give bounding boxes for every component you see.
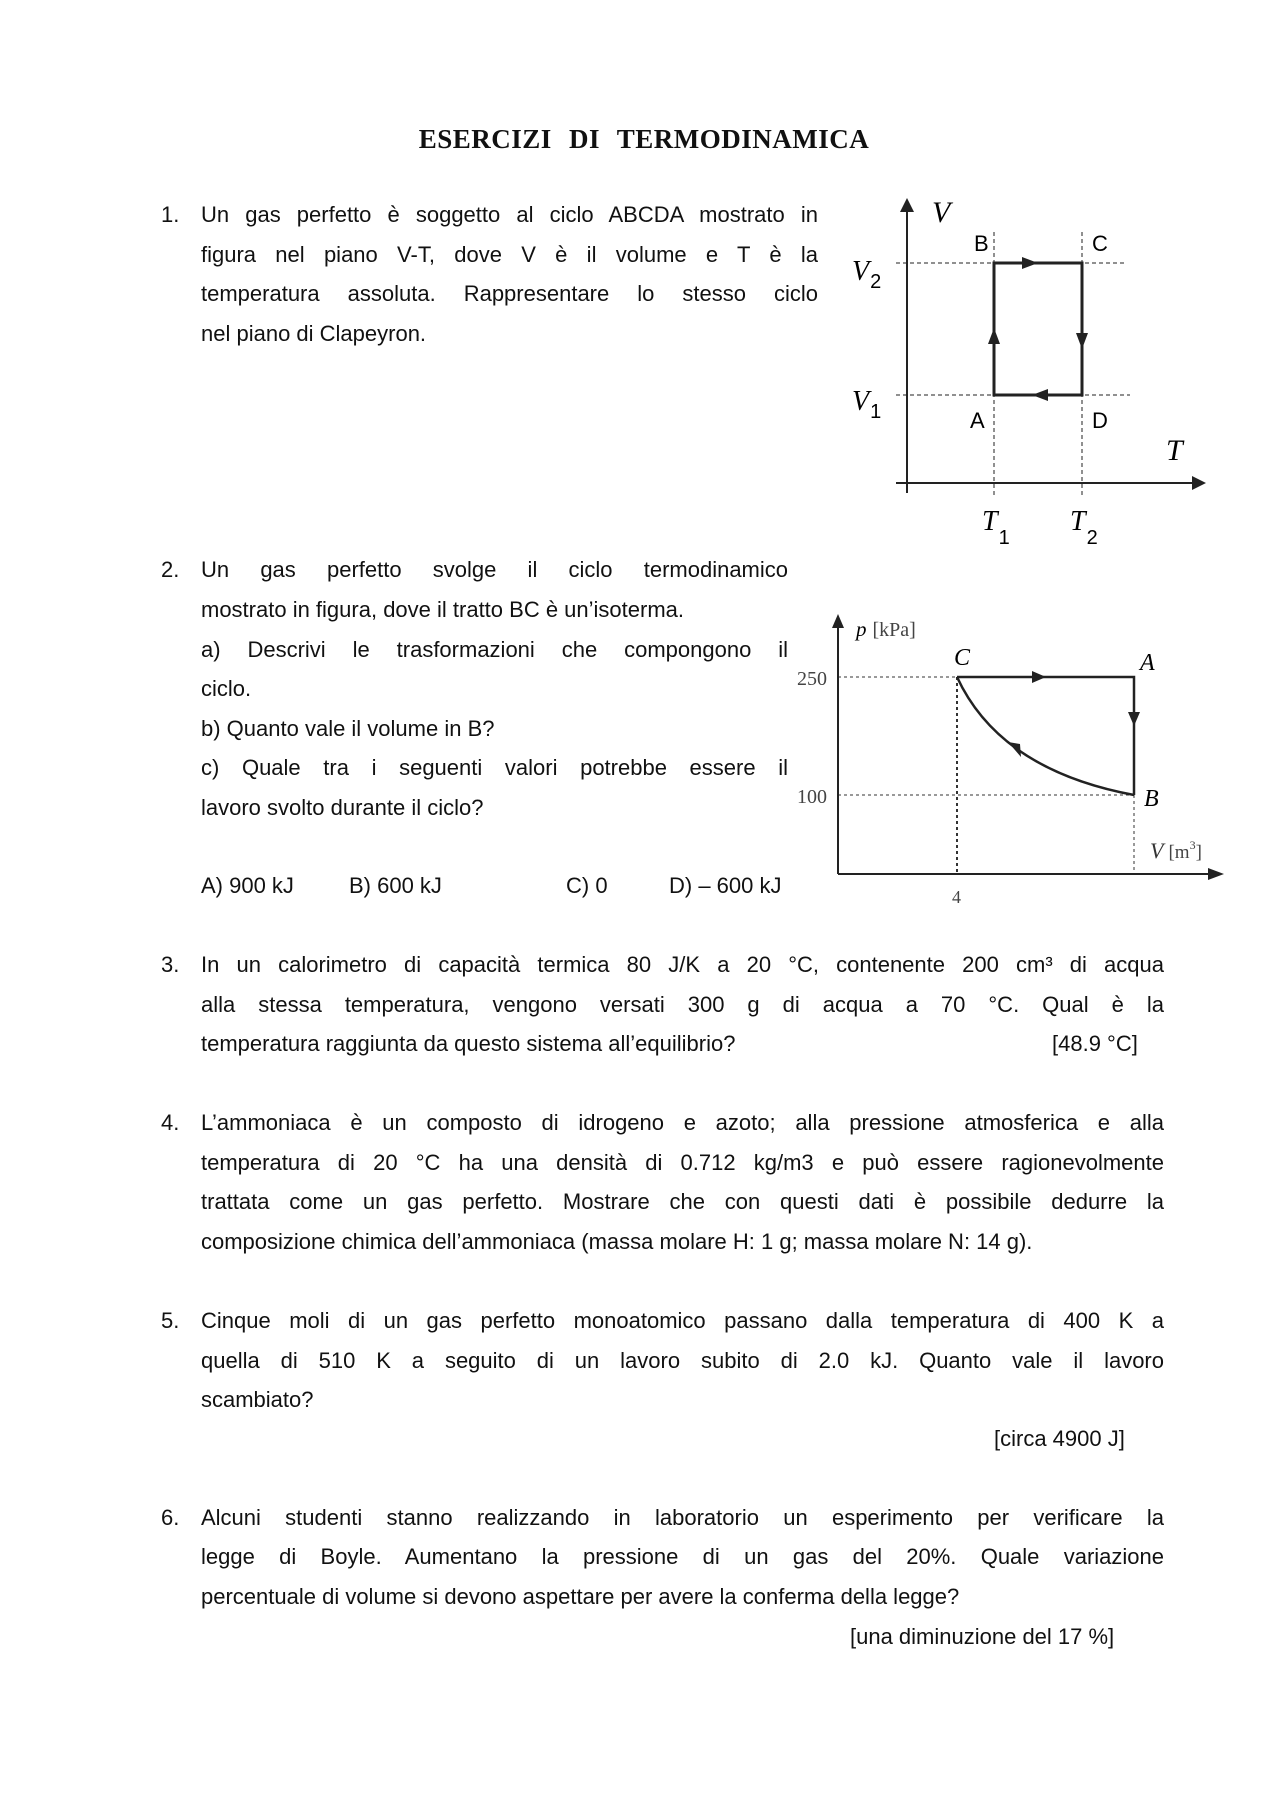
guide-lines	[838, 677, 1134, 874]
direction-arrow	[988, 328, 1000, 344]
exercise-answer: [una diminuzione del 17 %]	[850, 1624, 1115, 1649]
guide-lines	[896, 232, 1130, 495]
t-axis-arrow	[1192, 476, 1206, 490]
exercise-text-line: b) Quanto vale il volume in B?	[201, 716, 495, 741]
v-axis-arrow	[900, 198, 914, 212]
direction-arrow	[1128, 712, 1140, 726]
answer-option: A) 900 kJ	[201, 873, 294, 898]
exercise-number: 6.	[161, 1505, 180, 1530]
direction-arrow	[1022, 257, 1038, 269]
point-d-label: D	[1092, 408, 1108, 433]
exercise-text-line: Un gas perfetto è soggetto al ciclo ABCDA mostrato in	[201, 202, 818, 227]
point-c-label: C	[1092, 231, 1108, 256]
exercise-text-line: figura nel piano V-T, dove V è il volume e T è la	[201, 242, 818, 267]
exercise-number: 4.	[161, 1110, 180, 1135]
exercise-number: 2.	[161, 557, 180, 582]
exercise-text-line: Un gas perfetto svolge il ciclo termodinamico	[201, 557, 788, 582]
exercise-text-line: temperatura di 20 °C ha una densità di 0.712 kg/m3 e può essere ragionevolmente	[201, 1150, 1164, 1175]
exercise-text-line: c) Quale tra i seguenti valori potrebbe essere il	[201, 755, 788, 780]
pv-diagram	[780, 600, 1260, 920]
exercise-text-line: In un calorimetro di capacità termica 80 J/K a 20 °C, contenente 200 cm³ di acqua	[201, 952, 1164, 977]
v-axis-label: V $[m^3]$	[1150, 838, 1202, 863]
exercise-text-line: temperatura assoluta. Rappresentare lo stesso ciclo	[201, 281, 818, 306]
exercise-number: 1.	[161, 202, 180, 227]
exercise-text-line: L’ammoniaca è un composto di idrogeno e azoto; alla pressione atmosferica e alla	[201, 1110, 1164, 1135]
exercise-text-line: lavoro svolto durante il ciclo?	[201, 795, 484, 820]
p-tick-250: 250	[797, 668, 827, 690]
exercise-text-line: Alcuni studenti stanno realizzando in laboratorio un esperimento per verificare la	[201, 1505, 1164, 1530]
answer-option: D) – 600 kJ	[669, 873, 782, 898]
exercise-text-line: nel piano di Clapeyron.	[201, 321, 427, 346]
point-c-label: C	[954, 645, 971, 671]
direction-arrow	[1032, 671, 1046, 683]
exercise-text-line: composizione chimica dell’ammoniaca (massa molare H: 1 g; massa molare N: 14 g).	[201, 1229, 1033, 1254]
exercise-number: 5.	[161, 1308, 180, 1333]
v1-label: $V_1$	[852, 386, 882, 423]
t1-label: $T_1$	[982, 506, 1010, 549]
t-axis-label: T	[1166, 434, 1183, 467]
exercise-text-line: quella di 510 K a seguito di un lavoro subito di 2.0 kJ. Quanto vale il lavoro	[201, 1348, 1164, 1373]
exercise-text-line: trattata come un gas perfetto. Mostrare che con questi dati è possibile dedurre la	[201, 1189, 1164, 1214]
page-title: ESERCIZI DI TERMODINAMICA	[418, 124, 870, 154]
v-axis-arrow	[1208, 868, 1224, 880]
point-b-label: B	[974, 231, 989, 256]
exercise-text-line: ciclo.	[201, 676, 252, 701]
isobar-ca-isochore-ab	[957, 677, 1134, 795]
direction-arrow	[1032, 389, 1048, 401]
point-a-label: A	[1140, 650, 1155, 676]
exercise-answer: [circa 4900 J]	[994, 1426, 1125, 1451]
cycle-abcd	[994, 263, 1082, 395]
exercise-text-line: percentuale di volume si devono aspettare per avere la conferma della legge?	[201, 1584, 960, 1609]
t2-label: $T_2$	[1070, 506, 1098, 549]
direction-arrow	[1076, 333, 1088, 349]
point-a-label: A	[970, 408, 985, 433]
exercise-text-line: legge di Boyle. Aumentano la pressione di un gas del 20%. Quale variazione	[201, 1544, 1164, 1569]
exercise-answer: [48.9 °C]	[1052, 1031, 1138, 1056]
exercise-text-line: Cinque moli di un gas perfetto monoatomico passano dalla temperatura di 400 K a	[201, 1308, 1164, 1333]
point-b-label: B	[1144, 786, 1159, 812]
direction-arrow	[1008, 742, 1021, 757]
isotherm-bc	[957, 677, 1134, 795]
exercise-text-line: temperatura raggiunta da questo sistema all’equilibrio?	[201, 1031, 736, 1056]
exercise-text-line: scambiato?	[201, 1387, 314, 1412]
exercise-number: 3.	[161, 952, 180, 977]
answer-option: B) 600 kJ	[349, 873, 442, 898]
vt-diagram	[840, 180, 1280, 580]
exercise-text-line: a) Descrivi le trasformazioni che compongono il	[201, 637, 788, 662]
v-axis-label: V	[932, 196, 951, 229]
answer-option: C) 0	[566, 873, 608, 898]
v-tick-4: 4	[952, 887, 961, 907]
exercise-text-line: alla stessa temperatura, vengono versati 300 g di acqua a 70 °C. Qual è la	[201, 992, 1164, 1017]
p-axis-arrow	[832, 614, 844, 628]
exercise-text-line: mostrato in figura, dove il tratto BC è un’isoterma.	[201, 597, 684, 622]
v2-label: $V_2$	[852, 256, 882, 293]
p-axis-label: p [kPa]	[856, 617, 916, 641]
p-tick-100: 100	[797, 786, 827, 808]
